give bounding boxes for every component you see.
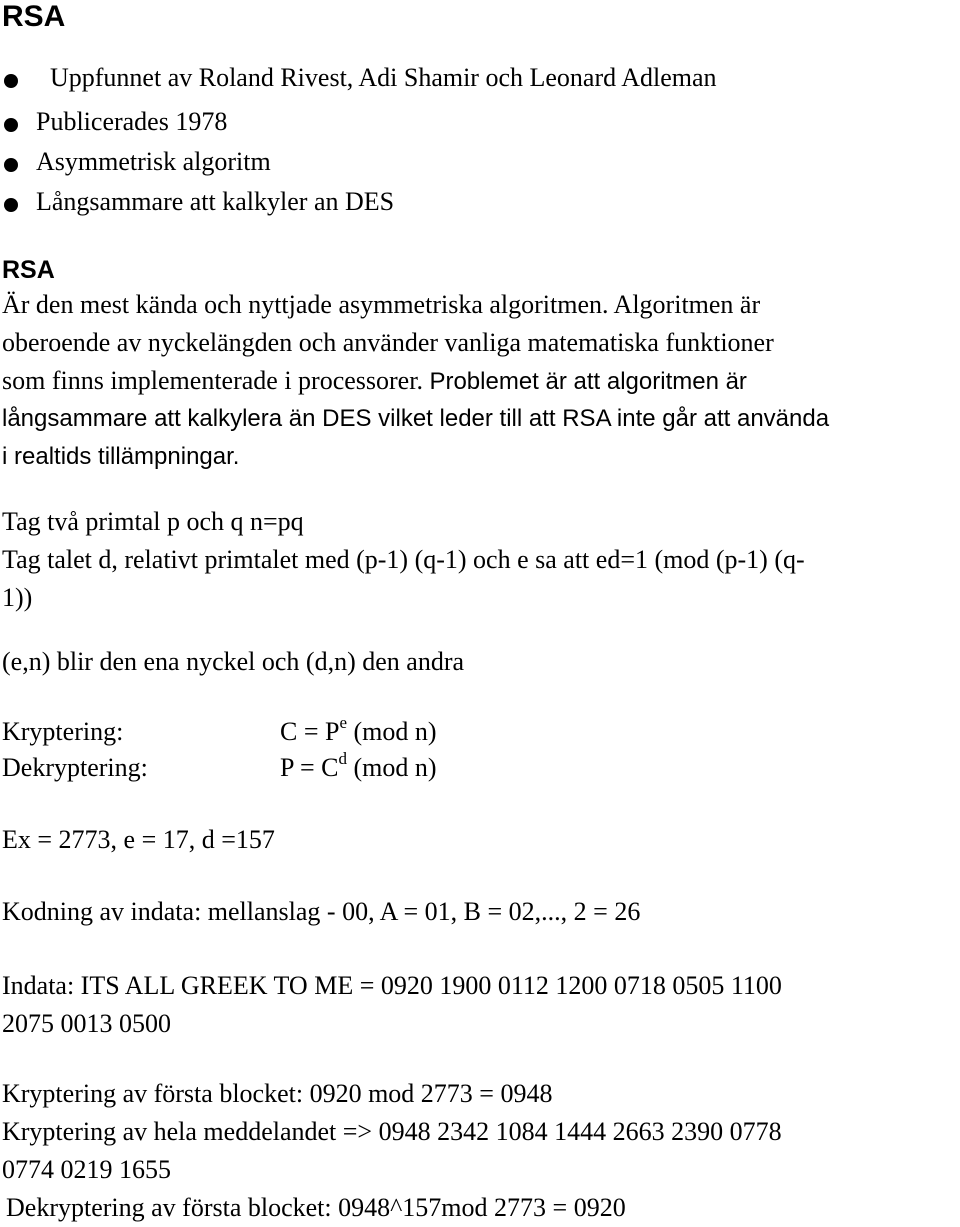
result-line: Kryptering av första blocket: 0920 mod 2773 = 0948 [2, 1079, 553, 1108]
formula-rhs: (mod n) [347, 753, 437, 782]
formula-lhs: P = C [280, 753, 339, 782]
paragraph-line: Är den mest kända och nyttjade asymmetriska algoritmen. Algoritmen är [2, 290, 761, 319]
page-title: RSA [2, 0, 66, 33]
keys-line: (e,n) blir den ena nyckel och (d,n) den andra [2, 647, 465, 676]
bullet-icon [4, 198, 18, 212]
formula-lhs: C = P [280, 717, 340, 746]
results-section [2, 1075, 782, 1227]
list-item-text: Långsammare att kalkyler an DES [36, 187, 395, 216]
bullet-icon [4, 74, 18, 88]
input-data [2, 967, 782, 1043]
section-heading: RSA [2, 256, 55, 284]
paragraph-line-part: som finns implementerade i processorer. [2, 366, 423, 395]
decryption-label: Dekryptering: [2, 753, 148, 782]
paragraph-line: oberoende av nyckelängden och använder vanliga matematiska funktioner [2, 328, 774, 357]
paragraph-line [2, 362, 829, 400]
result-line: Kryptering av hela meddelandet => 0948 2342 1084 1444 2663 2390 0778 [2, 1117, 782, 1146]
input-data-line: Indata: ITS ALL GREEK TO ME = 0920 1900 0112 1200 0718 0505 1100 [2, 971, 782, 1000]
paragraph-line: i realtids tillämpningar. [2, 443, 240, 470]
list-item-text: Publicerades 1978 [36, 107, 228, 136]
encryption-label: Kryptering: [2, 717, 124, 746]
keygen-line: Tag två primtal p och q n=pq [2, 507, 304, 536]
bullet-icon [4, 158, 18, 172]
list-item-text: Asymmetrisk algoritm [36, 147, 271, 176]
example-line: Ex = 2773, e = 17, d =157 [2, 825, 275, 854]
paragraph-line-part: Problemet är att algoritmen är [429, 368, 747, 395]
keygen-line: 1)) [2, 583, 33, 612]
bullet-icon [4, 118, 18, 132]
formula-exponent: e [339, 713, 348, 732]
decryption-formula [280, 749, 437, 783]
encoding-line: Kodning av indata: mellanslag - 00, A = 01, B = 02,..., 2 = 26 [2, 897, 641, 926]
encryption-formula [280, 713, 437, 747]
keygen-line: Tag talet d, relativt primtalet med (p-1) (q-1) och e sa att ed=1 (mod (p-1) (q- [2, 545, 805, 574]
formula-rhs: (mod n) [347, 717, 437, 746]
formula-exponent: d [338, 749, 347, 768]
list-item-text: Uppfunnet av Roland Rivest, Adi Shamir och Leonard Adleman [50, 63, 717, 92]
paragraph-line: långsammare att kalkylera än DES vilket leder till att RSA inte går att använda [2, 405, 830, 432]
result-line: Dekryptering av första blocket: 0948^157mod 2773 = 0920 [6, 1193, 626, 1222]
keygen-section [2, 503, 805, 617]
input-data-line: 2075 0013 0500 [2, 1009, 171, 1038]
description-paragraph [2, 286, 829, 476]
result-line: 0774 0219 1655 [2, 1155, 171, 1184]
